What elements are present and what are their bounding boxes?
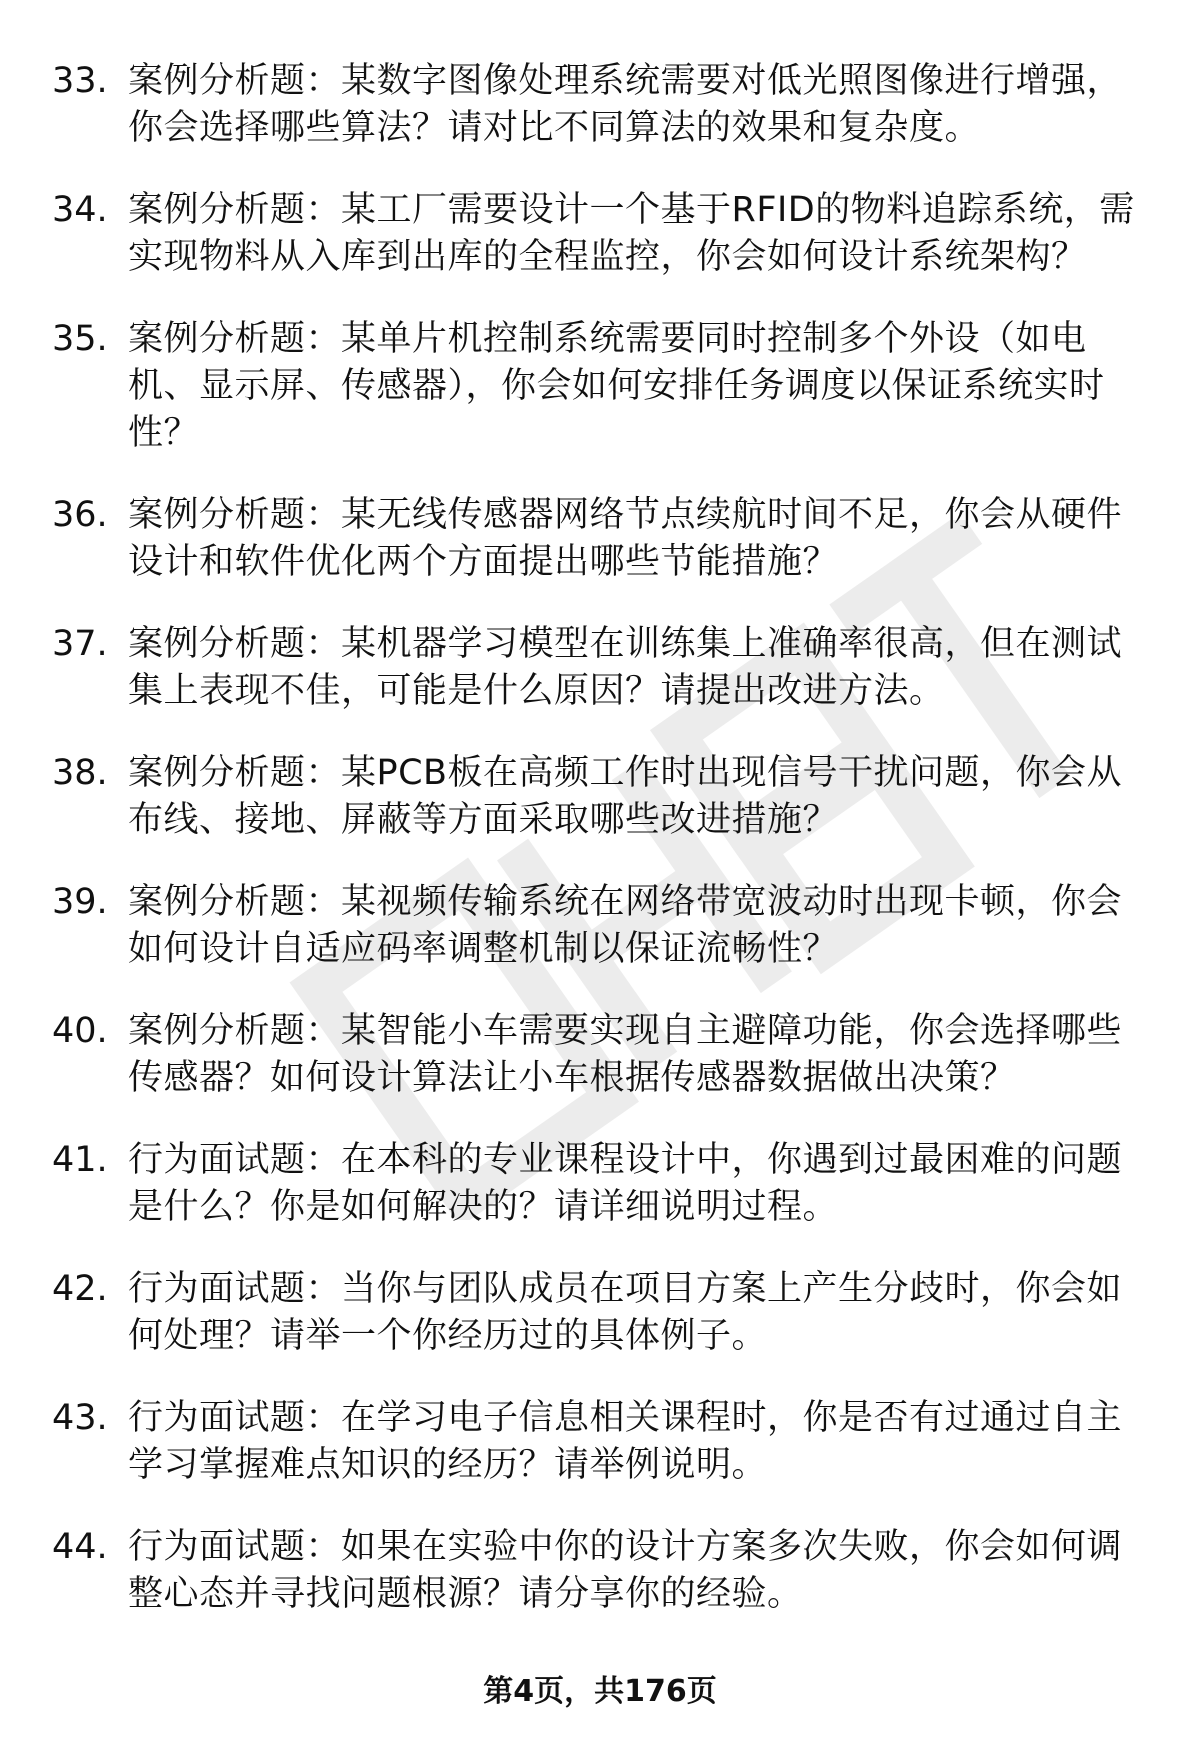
- question-item-33: [0, 58, 1200, 152]
- question-text: 案例分析题：某单片机控制系统需要同时控制多个外设（如电机、显示屏、传感器），你会如何安排任务调度以保证系统实时性？: [128, 319, 1105, 453]
- question-text: 案例分析题：某视频传输系统在网络带宽波动时出现卡顿，你会如何设计自适应码率调整机制以保证流畅性？: [128, 882, 1123, 969]
- question-number: 44.: [52, 1527, 108, 1567]
- question-item-34: [0, 187, 1200, 281]
- question-number: 40.: [52, 1011, 108, 1051]
- question-number: 36.: [52, 495, 108, 535]
- question-number: 37.: [52, 624, 108, 664]
- question-number: 43.: [52, 1398, 108, 1438]
- question-text: 行为面试题：如果在实验中你的设计方案多次失败，你会如何调整心态并寻找问题根源？请分享你的经验。: [128, 1527, 1123, 1614]
- question-number: 41.: [52, 1140, 108, 1180]
- question-list: [0, 58, 1200, 1653]
- question-number: 35.: [52, 319, 108, 359]
- question-text: 案例分析题：某数字图像处理系统需要对低光照图像进行增强，你会选择哪些算法？请对比不同算法的效果和复杂度。: [128, 61, 1123, 148]
- question-text: 行为面试题：在学习电子信息相关课程时，你是否有过通过自主学习掌握难点知识的经历？请举例说明。: [128, 1398, 1123, 1485]
- question-text: 案例分析题：某工厂需要设计一个基于RFID的物料追踪系统，需实现物料从入库到出库的全程监控，你会如何设计系统架构？: [128, 190, 1135, 277]
- question-item-38: [0, 750, 1200, 844]
- question-item-35: [0, 316, 1200, 457]
- question-item-39: [0, 879, 1200, 973]
- question-text: 案例分析题：某无线传感器网络节点续航时间不足，你会从硬件设计和软件优化两个方面提出哪些节能措施？: [128, 495, 1123, 582]
- question-item-36: [0, 492, 1200, 586]
- question-number: 39.: [52, 882, 108, 922]
- question-text: 案例分析题：某机器学习模型在训练集上准确率很高，但在测试集上表现不佳，可能是什么原因？请提出改进方法。: [128, 624, 1123, 711]
- question-item-44: [0, 1524, 1200, 1618]
- page-number-footer: 第4页，共176页: [483, 1674, 717, 1709]
- question-item-37: [0, 621, 1200, 715]
- question-text: 案例分析题：某智能小车需要实现自主避障功能，你会选择哪些传感器？如何设计算法让小车根据传感器数据做出决策？: [128, 1011, 1123, 1098]
- question-number: 42.: [52, 1269, 108, 1309]
- question-item-41: [0, 1137, 1200, 1231]
- question-item-43: [0, 1395, 1200, 1489]
- question-text: 行为面试题：当你与团队成员在项目方案上产生分歧时，你会如何处理？请举一个你经历过的具体例子。: [128, 1269, 1123, 1356]
- question-text: 案例分析题：某PCB板在高频工作时出现信号干扰问题，你会从布线、接地、屏蔽等方面采取哪些改进措施？: [128, 753, 1123, 840]
- question-number: 38.: [52, 753, 108, 793]
- question-item-40: [0, 1008, 1200, 1102]
- question-number: 34.: [52, 190, 108, 230]
- question-number: 33.: [52, 61, 108, 101]
- question-item-42: [0, 1266, 1200, 1360]
- question-text: 行为面试题：在本科的专业课程设计中，你遇到过最困难的问题是什么？你是如何解决的？请详细说明过程。: [128, 1140, 1123, 1227]
